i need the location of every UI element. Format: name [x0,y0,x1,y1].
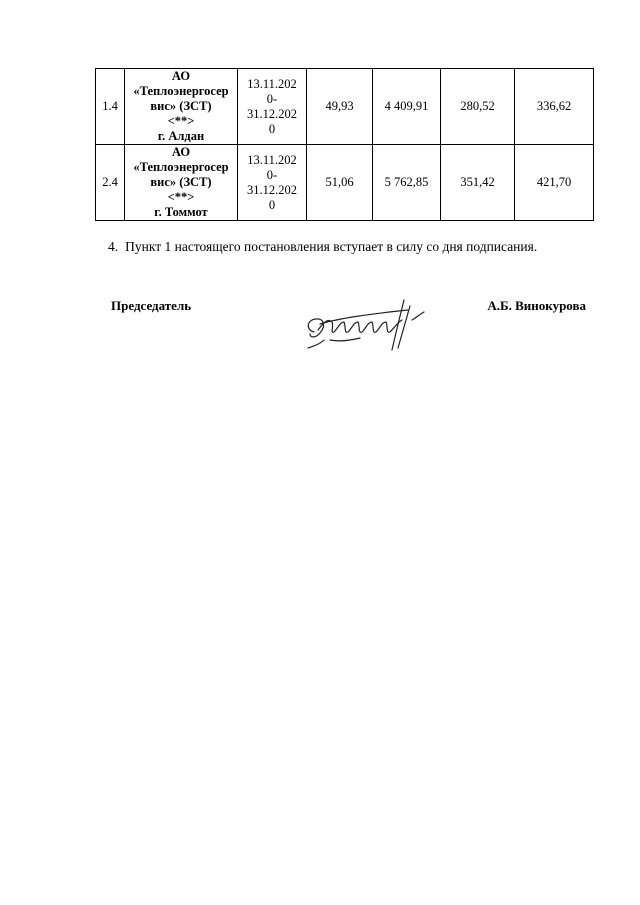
row-number: 2.4 [96,145,125,221]
value-cell: 51,06 [307,145,373,221]
period-line: 0 [268,121,276,136]
org-line: АО [171,69,191,83]
value-cell: 4 409,91 [373,69,441,145]
org-line: <**> [167,114,195,128]
period-cell [238,145,307,221]
period-line: 31.12.202 [247,182,297,197]
org-line: «Теплоэнергосер [133,84,229,98]
org-line: «Теплоэнергосер [133,160,229,174]
period-line: 0 [268,197,276,212]
org-line: <**> [167,190,195,204]
period-line: 13.11.202 [247,152,297,167]
value-cell: 421,70 [515,145,594,221]
table-row [96,69,594,145]
org-line: вис» (ЗСТ) [150,175,212,189]
period-cell [238,69,307,145]
value-cell: 49,93 [307,69,373,145]
chairman-name: А.Б. Винокурова [487,298,586,313]
chairman-title: Председатель [111,298,192,313]
value-cell: 336,62 [515,69,594,145]
period-line: 13.11.202 [247,76,297,91]
clause-number: 4. [108,239,119,254]
period-line: 0- [266,167,278,182]
tariff-table [95,68,594,221]
period-line: 0- [266,91,278,106]
value-cell: 280,52 [441,69,515,145]
org-line: г. Алдан [157,129,205,143]
row-number: 1.4 [96,69,125,145]
handwritten-signature-icon [300,292,440,358]
org-line: вис» (ЗСТ) [150,99,212,113]
org-line: АО [171,145,191,159]
organization-cell [125,69,238,145]
value-cell: 5 762,85 [373,145,441,221]
org-line: г. Томмот [154,205,208,219]
period-line: 31.12.202 [247,106,297,121]
value-cell: 351,42 [441,145,515,221]
clause-paragraph [108,239,537,255]
clause-text: Пункт 1 настоящего постановления вступает в силу со дня подписания. [125,239,538,254]
table-row [96,145,594,221]
organization-cell [125,145,238,221]
